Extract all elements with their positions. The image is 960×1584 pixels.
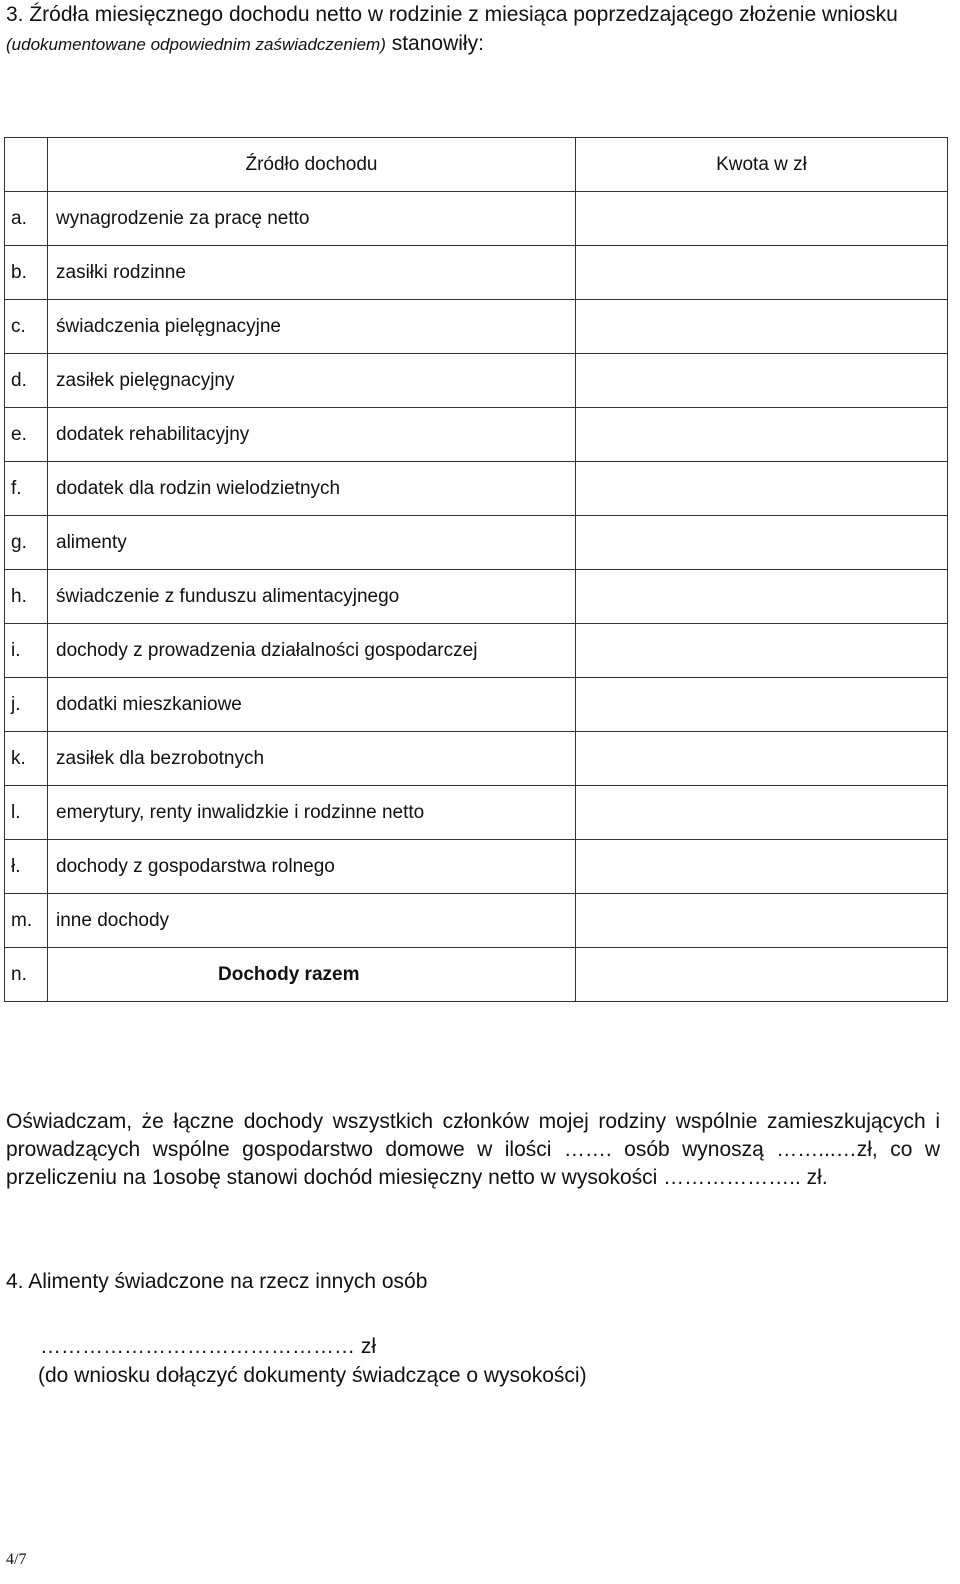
section-3-title-note: (udokumentowane odpowiednim zaświadczeniem)	[6, 35, 386, 54]
table-row	[5, 354, 948, 408]
section-3-title	[6, 0, 946, 59]
row-source-label: dochody z prowadzenia działalności gospodarczej	[48, 624, 576, 678]
income-table-body	[5, 192, 948, 948]
section-3-title-part1: 3. Źródła miesięcznego dochodu netto w rodzinie z miesiąca poprzedzającego złożenie wniosku	[6, 3, 898, 26]
table-row	[5, 408, 948, 462]
table-row	[5, 840, 948, 894]
table-row	[5, 516, 948, 570]
row-amount-field[interactable]	[576, 300, 948, 354]
header-letter-cell	[5, 138, 48, 192]
row-amount-field[interactable]	[576, 624, 948, 678]
row-letter: f.	[5, 462, 48, 516]
header-amount: Kwota w zł	[576, 138, 948, 192]
row-amount-field[interactable]	[576, 246, 948, 300]
section-3-title-part2: stanowiły:	[385, 32, 484, 55]
row-amount-field[interactable]	[576, 840, 948, 894]
row-source-label: zasiłek pielęgnacyjny	[48, 354, 576, 408]
table-row	[5, 192, 948, 246]
row-letter: j.	[5, 678, 48, 732]
row-amount-field[interactable]	[576, 516, 948, 570]
income-sources-table	[4, 137, 948, 1002]
row-source-label: emerytury, renty inwalidzkie i rodzinne netto	[48, 786, 576, 840]
total-label: Dochody razem	[48, 948, 576, 1002]
table-row	[5, 786, 948, 840]
row-amount-field[interactable]	[576, 678, 948, 732]
row-letter: k.	[5, 732, 48, 786]
row-source-label: dodatki mieszkaniowe	[48, 678, 576, 732]
total-letter: n.	[5, 948, 48, 1002]
row-letter: h.	[5, 570, 48, 624]
income-declaration: Oświadczam, że łączne dochody wszystkich członków mojej rodziny wspólnie zamieszkujących i prowadzących wspólne gospodarstwo domowe w ilości ……. osób wynoszą ……...…zł, co w przeliczeniu na 1osobę stanowi dochód miesięczny netto w wysokości ……………….. zł.	[6, 1110, 940, 1189]
row-amount-field[interactable]	[576, 894, 948, 948]
row-letter: c.	[5, 300, 48, 354]
row-source-label: wynagrodzenie za pracę netto	[48, 192, 576, 246]
table-header-row	[5, 138, 948, 192]
row-source-label: alimenty	[48, 516, 576, 570]
table-row	[5, 462, 948, 516]
total-amount-field[interactable]	[576, 948, 948, 1002]
table-row	[5, 678, 948, 732]
row-amount-field[interactable]	[576, 192, 948, 246]
row-source-label: dodatek dla rodzin wielodzietnych	[48, 462, 576, 516]
row-letter: d.	[5, 354, 48, 408]
row-source-label: świadczenia pielęgnacyjne	[48, 300, 576, 354]
table-row	[5, 624, 948, 678]
row-letter: g.	[5, 516, 48, 570]
row-source-label: dochody z gospodarstwa rolnego	[48, 840, 576, 894]
row-amount-field[interactable]	[576, 786, 948, 840]
row-source-label: świadczenie z funduszu alimentacyjnego	[48, 570, 576, 624]
row-letter: a.	[5, 192, 48, 246]
section-4-title: 4. Alimenty świadczone na rzecz innych osób	[6, 1270, 428, 1293]
row-letter: i.	[5, 624, 48, 678]
row-letter: m.	[5, 894, 48, 948]
table-row	[5, 570, 948, 624]
row-source-label: inne dochody	[48, 894, 576, 948]
table-row	[5, 894, 948, 948]
alimony-amount-line[interactable]: ……………………………………… zł	[40, 1335, 376, 1358]
header-source: Źródło dochodu	[48, 138, 576, 192]
row-letter: b.	[5, 246, 48, 300]
row-amount-field[interactable]	[576, 408, 948, 462]
table-row	[5, 246, 948, 300]
total-row	[5, 948, 948, 1002]
row-source-label: dodatek rehabilitacyjny	[48, 408, 576, 462]
row-letter: e.	[5, 408, 48, 462]
row-amount-field[interactable]	[576, 732, 948, 786]
table-row	[5, 732, 948, 786]
row-letter: l.	[5, 786, 48, 840]
row-source-label: zasiłki rodzinne	[48, 246, 576, 300]
page-number: 4/7	[6, 1551, 27, 1568]
row-amount-field[interactable]	[576, 570, 948, 624]
table-row	[5, 300, 948, 354]
alimony-note: (do wniosku dołączyć dokumenty świadczące o wysokości)	[38, 1364, 587, 1387]
row-letter: ł.	[5, 840, 48, 894]
row-amount-field[interactable]	[576, 462, 948, 516]
row-source-label: zasiłek dla bezrobotnych	[48, 732, 576, 786]
row-amount-field[interactable]	[576, 354, 948, 408]
